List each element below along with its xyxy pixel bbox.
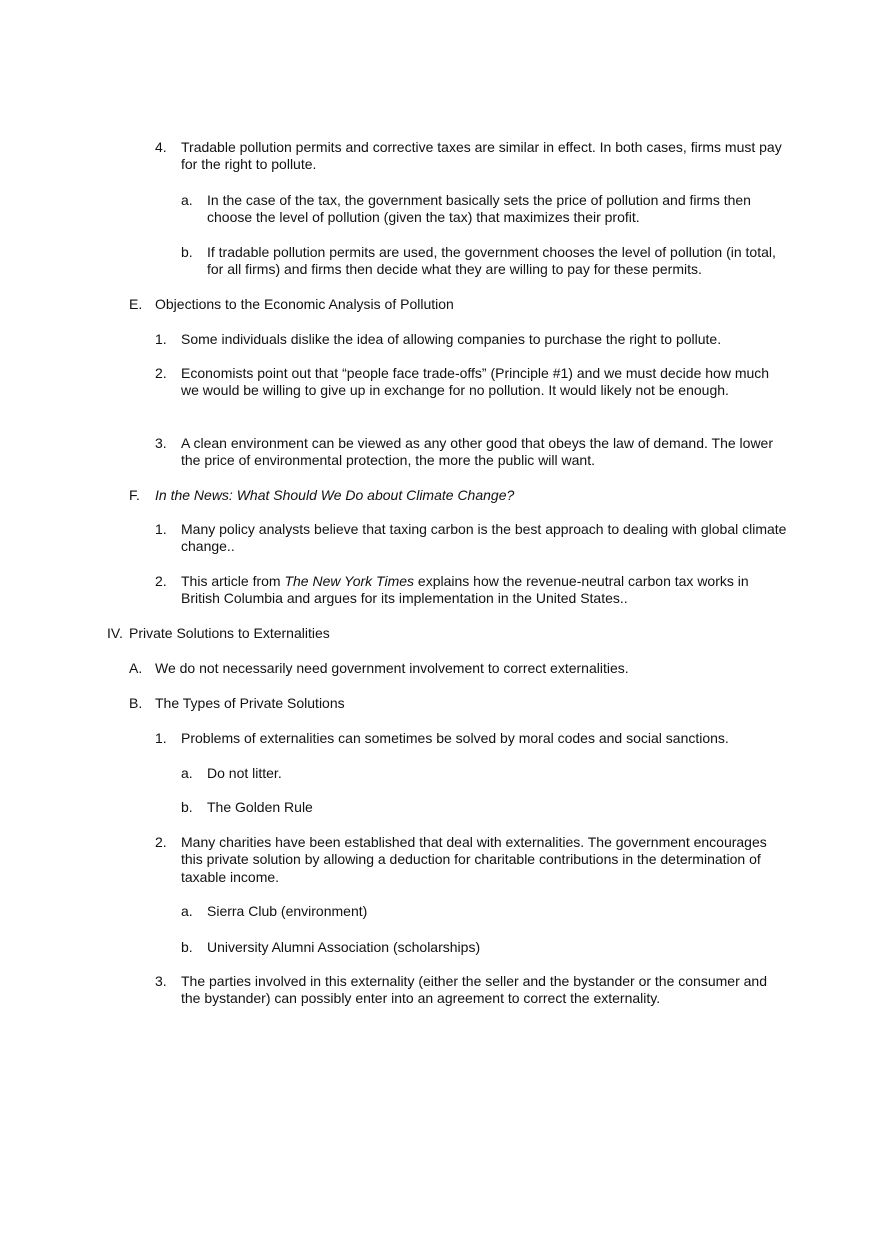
list-item-text: Economists point out that “people face trade-offs” (Principle #1) and we must decide how much we would be willing to give up in exchange for no pollution. It would likely not be enough. xyxy=(181,365,770,399)
list-marker: 2. xyxy=(155,365,167,381)
list-item-text: Some individuals dislike the idea of allowing companies to purchase the right to pollute. xyxy=(181,331,722,347)
list-marker: 1. xyxy=(155,730,167,746)
list-item-b1a xyxy=(181,765,787,782)
list-marker: 2. xyxy=(155,834,167,850)
list-item-iv-a xyxy=(129,660,787,677)
section-title: Private Solutions to Externalities xyxy=(129,625,330,641)
list-marker: a. xyxy=(181,903,193,919)
list-marker: a. xyxy=(181,192,193,208)
list-item-text: The Golden Rule xyxy=(207,799,313,815)
list-marker: b. xyxy=(181,939,193,955)
list-item-text: University Alumni Association (scholarships) xyxy=(207,939,481,955)
list-item-e2 xyxy=(155,365,787,400)
list-item-text: The parties involved in this externality (either the seller and the bystander or the consumer and the bystander) can possibly enter into an agreement to correct the externality. xyxy=(181,973,767,1007)
text-segment: explains how the revenue-neutral carbon tax works in British Columbia and argues for its implementation in the United States.. xyxy=(181,573,749,607)
list-item-b1b xyxy=(181,799,787,816)
list-marker: E. xyxy=(129,296,143,312)
list-item-e3 xyxy=(155,435,787,470)
list-marker: b. xyxy=(181,244,193,260)
section-heading-iv-b xyxy=(129,695,787,712)
list-item-text: Tradable pollution permits and corrective taxes are similar in effect. In both cases, firms must pay for the right to pollute. xyxy=(181,139,782,173)
list-item-text: We do not necessarily need government involvement to correct externalities. xyxy=(155,660,629,676)
list-marker: IV. xyxy=(107,625,123,641)
list-marker: 1. xyxy=(155,521,167,537)
list-item-text: Problems of externalities can sometimes be solved by moral codes and social sanctions. xyxy=(181,730,729,746)
list-item-b2 xyxy=(155,834,787,886)
section-title: The Types of Private Solutions xyxy=(155,695,345,711)
list-item-d4 xyxy=(155,139,787,174)
list-item-b3 xyxy=(155,973,787,1008)
list-item-d4b xyxy=(181,244,787,279)
list-item-b2a xyxy=(181,903,787,920)
list-marker: a. xyxy=(181,765,193,781)
list-item-d4a xyxy=(181,192,787,227)
list-marker: 2. xyxy=(155,573,167,589)
list-marker: 3. xyxy=(155,973,167,989)
section-title: In the News: What Should We Do about Climate Change? xyxy=(155,487,515,503)
list-marker: 3. xyxy=(155,435,167,451)
list-item-f2 xyxy=(155,573,787,608)
list-marker: A. xyxy=(129,660,143,676)
list-item-text: In the case of the tax, the government basically sets the price of pollution and firms then choose the level of pollution (given the tax) that maximizes their profit. xyxy=(207,192,751,226)
section-heading-f xyxy=(129,487,787,504)
list-marker: F. xyxy=(129,487,140,503)
list-item-f1 xyxy=(155,521,787,556)
list-item-b1 xyxy=(155,730,787,747)
section-heading-iv xyxy=(107,625,787,642)
section-title: Objections to the Economic Analysis of Pollution xyxy=(155,296,454,312)
list-item-text: Do not litter. xyxy=(207,765,282,781)
list-item-text: Many policy analysts believe that taxing carbon is the best approach to dealing with global climate change.. xyxy=(181,521,787,555)
list-marker: B. xyxy=(129,695,143,711)
list-item-text: Many charities have been established that deal with externalities. The government encourages this private solution by allowing a deduction for charitable contributions in the determination of taxable income. xyxy=(181,834,767,885)
text-segment: This article from xyxy=(181,573,285,589)
list-item-b2b xyxy=(181,939,787,956)
section-heading-e xyxy=(129,296,787,313)
list-item-text: Sierra Club (environment) xyxy=(207,903,368,919)
list-marker: 1. xyxy=(155,331,167,347)
source-title: The New York Times xyxy=(284,573,415,589)
list-marker: 4. xyxy=(155,139,167,155)
list-item-text: A clean environment can be viewed as any other good that obeys the law of demand. The lower the price of environmental protection, the more the public will want. xyxy=(181,435,773,469)
list-item-text xyxy=(181,573,787,608)
list-item-e1 xyxy=(155,331,787,348)
list-marker: b. xyxy=(181,799,193,815)
list-item-text: If tradable pollution permits are used, the government chooses the level of pollution (in total, for all firms) and firms then decide what they are willing to pay for these permits. xyxy=(207,244,776,278)
